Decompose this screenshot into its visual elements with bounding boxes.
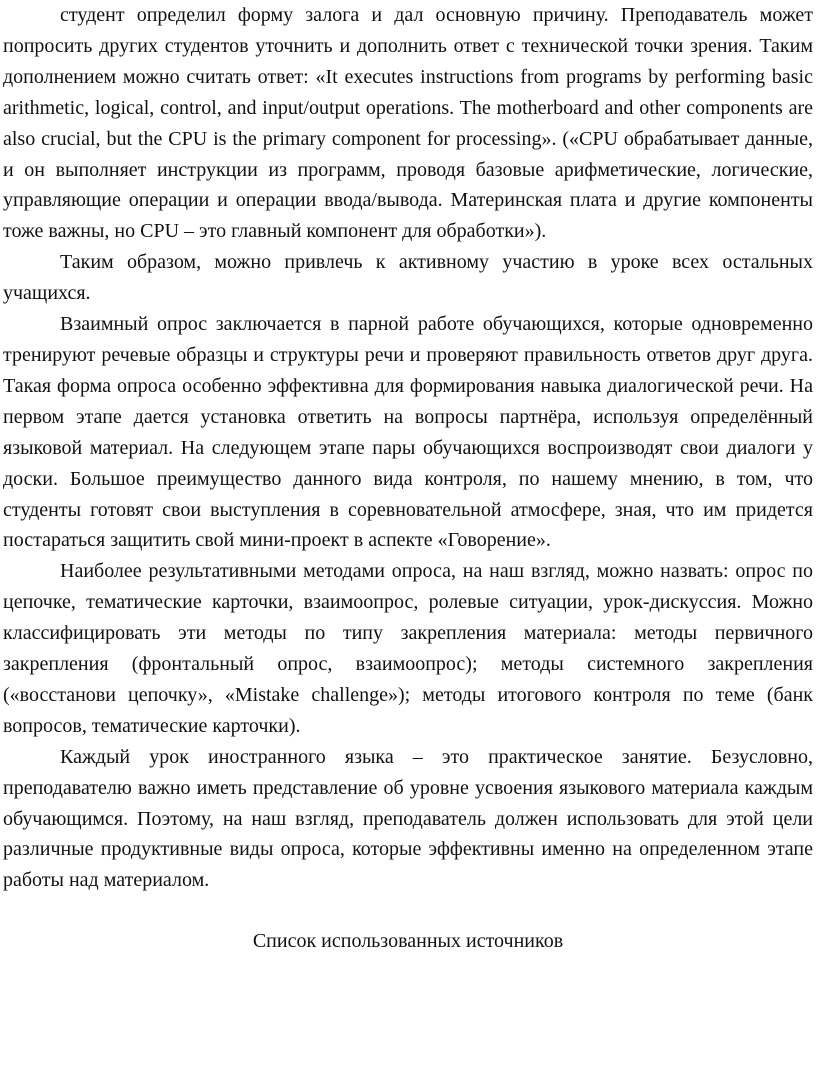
sources-heading: Список использованных источников (252, 930, 564, 953)
paragraph-methods: Наиболее результативными методами опроса, на наш взгляд, можно назвать: опрос по цепочке, тематические карточки, взаимоопрос, ролевые ситуации, урок-дискуссия. Можно классифицировать эти методы по типу закрепления материала: методы первичного закрепления (фронтальный опрос, взаимоопрос); методы системного закрепления («восстанови цепочку», «Mistake challenge»); методы итогового контроля по теме (банк вопросов, тематические карточки). (3, 560, 813, 737)
paragraph-continuation: студент определил форму залога и дал основную причину. Преподаватель может попросить других студентов уточнить и дополнить ответ с технической точки зрения. Таким дополнением можно считать ответ: «It executes instructions from programs by performing basic arithmetic, logical, control, and input/output operations. The motherboard and other components are also crucial, but the CPU is the primary component for processing». («CPU обрабатывает данные, и он выполняет инструкции из программ, проводя базовые арифметические, логические, управляющие операции и операции ввода/вывода. Материнская плата и другие компоненты тоже важны, но CPU – это главный компонент для обработки»). (3, 4, 813, 243)
paragraph-lesson-practice: Каждый урок иностранного языка – это практическое занятие. Безусловно, преподавателю важно иметь представление об уровне усвоения языкового материала каждым обучающимся. Поэтому, на наш взгляд, преподаватель должен использовать для этой цели различные продуктивные виды опроса, которые эффективны именно на определенном этапе работы над материалом. (3, 745, 813, 892)
paragraph-mutual-survey: Взаимный опрос заключается в парной работе обучающихся, которые одновременно тренируют речевые образцы и структуры речи и проверяют правильность ответов друг друга. Такая форма опроса особенно эффективна для формирования навыка диалогической речи. На первом этапе дается установка ответить на вопросы партнёра, используя определённый языковой материал. На следующем этапе пары обучающихся воспроизводят свои диалоги у доски. Большое преимущество данного вида контроля, по нашему мнению, в том, что студенты готовят свои выступления в соревновательной атмосфере, зная, что им придется постараться защитить свой мини-проект в аспекте «Говорение». (3, 313, 813, 552)
paragraph-conclusion: Таким образом, можно привлечь к активному участию в уроке всех остальных учащихся. (3, 251, 813, 305)
